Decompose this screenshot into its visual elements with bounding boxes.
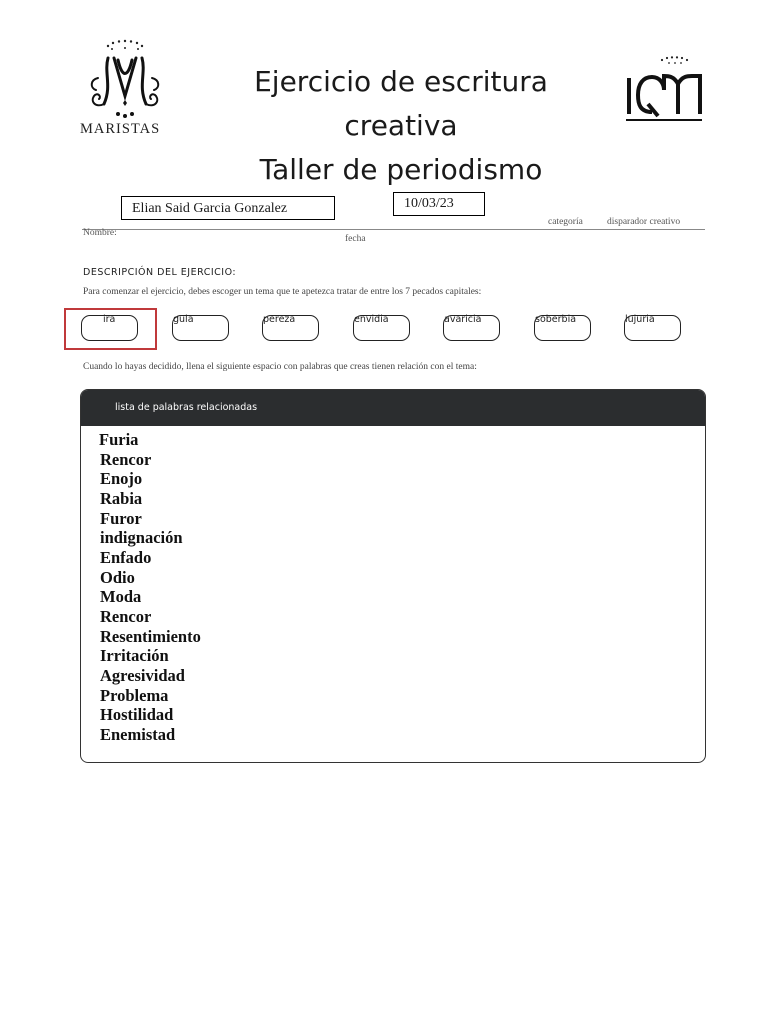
list-item: Agresividad [100,665,185,685]
category-label: categoría [548,217,583,227]
title-line-1: Ejercicio de escritura creativa [254,65,548,142]
option-label: avaricia [444,314,482,325]
option-label: soberbia [535,314,577,325]
option-soberbia[interactable] [534,315,591,341]
page-title [196,60,606,192]
name-label: Nombre: [83,228,117,238]
option-label: envidia [354,314,389,325]
list-item: Furor [100,508,142,528]
list-item: Rencor [100,449,152,469]
option-envidia[interactable] [353,315,410,341]
description-intro: Para comenzar el ejercicio, debes escoger un tema que te apetezca tratar de entre los 7 pecados capitales: [83,287,482,297]
option-label: gula [173,314,194,325]
list-item: Enemistad [100,724,176,744]
date-label: fecha [345,234,366,244]
list-item: Moda [100,587,142,607]
word-list-panel[interactable] [80,389,706,763]
option-gula[interactable] [172,315,229,341]
maristas-logo [78,38,174,142]
option-ira[interactable] [81,315,138,341]
option-avaricia[interactable] [443,315,500,341]
maristas-wordmark: MARISTAS [80,121,161,137]
option-label: ira [103,314,116,325]
date-field[interactable]: 10/03/23 [393,192,485,216]
option-label: pereza [263,314,296,325]
option-label: lujuria [625,314,655,325]
title-line-2: Taller de periodismo [259,153,543,186]
list-item: Hostilidad [100,705,174,725]
word-list [100,430,201,745]
list-item: Rabia [100,488,143,508]
form-underline [82,229,705,230]
list-item: Furia [99,430,139,449]
list-item: Resentimiento [100,626,201,646]
word-list-title: lista de palabras relacionadas [115,402,258,413]
list-item: Odio [100,567,135,587]
iqm-logo [622,54,706,124]
list-item: indignación [100,528,183,548]
list-item: Enojo [100,469,143,489]
student-name-field[interactable]: Elian Said Garcia Gonzalez [121,196,335,220]
instruction-text: Cuando lo hayas decidido, llena el siguiente espacio con palabras que creas tienen relación con el tema: [83,362,477,372]
option-pereza[interactable] [262,315,319,341]
list-item: Problema [100,685,169,705]
word-list-header [81,390,705,426]
list-item: Enfado [100,547,152,567]
list-item: Irritación [100,646,169,666]
description-heading: DESCRIPCIÓN DEL EJERCICIO: [83,267,237,278]
option-lujuria[interactable] [624,315,681,341]
list-item: Rencor [100,606,152,626]
creative-trigger-label: disparador creativo [607,217,681,227]
